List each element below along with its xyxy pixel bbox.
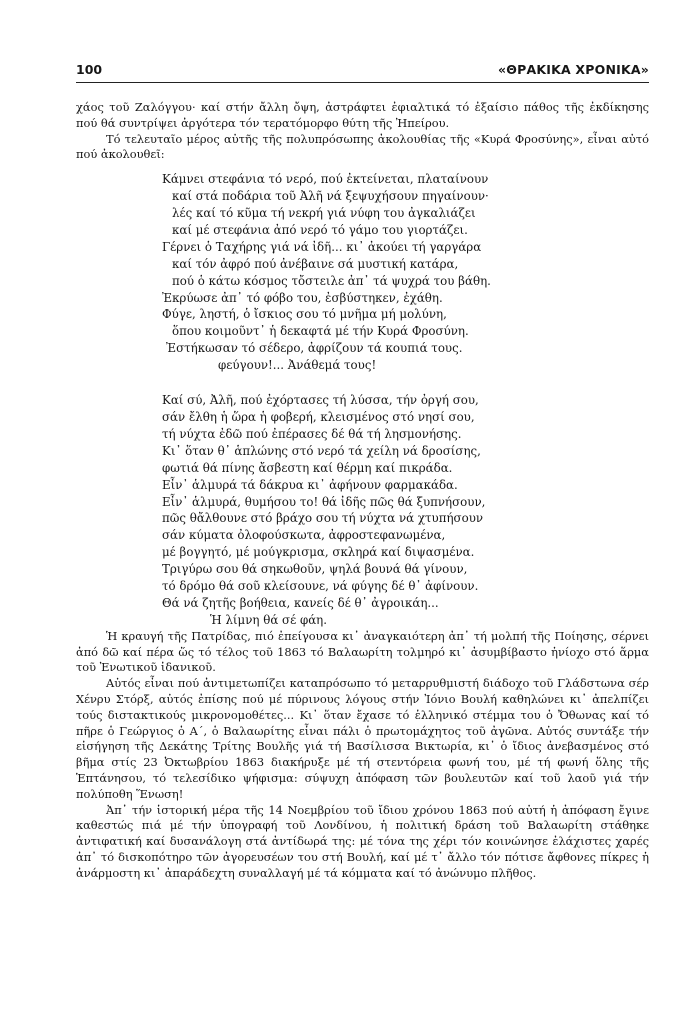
- page-number: 100: [76, 62, 103, 77]
- poem-line: Κι᾽ ὅταν θ᾽ ἁπλώνης στό νερό τά χείλη νά δροσίσης,: [162, 443, 481, 458]
- running-title: «ΘΡΑΚΙΚΑ ΧΡΟΝΙΚΑ»: [498, 62, 649, 77]
- poem-line: τή νύχτα ἐδῶ πού ἐπέρασες δέ θά τή λησμονήσης.: [162, 426, 462, 441]
- poem-line: Ἐστήκωσαν τό σέδερο, ἀφρίζουν τά κουπιά τους.: [166, 341, 463, 356]
- poem-line: πῶς θἄλθουνε στό βράχο σου τή νύχτα νά χτυπήσουν: [162, 511, 484, 526]
- page-header: [76, 60, 649, 83]
- poem-line: σάν κύματα ὀλοφούσκωτα, ἀφροστεφανωμένα,: [162, 528, 446, 543]
- poem-line: Εἶν᾽ ἁλμυρά, θυμήσου το! θά ἰδῆς πῶς θά ξυπνήσουν,: [162, 494, 486, 509]
- poem-line: μέ βογγητό, μέ μούγκρισμα, σκληρά καί διψασμένα.: [162, 545, 475, 560]
- poem-line: λές καί τό κῦμα τή νεκρή γιά νύφη του ἀγκαλιάζει: [172, 206, 476, 220]
- poem-line: σάν ἔλθη ἡ ὥρα ἡ φοβερή, κλεισμένος στό νησί σου,: [162, 409, 475, 424]
- closing-paragraph-2: Αὐτός εἶναι πού ἀντιμετωπίζει καταπρόσωπο τό μεταρρυθμιστή διάδοχο τοῦ Γλάδστωνα σέρ Χένρυ Στόρξ, αὐτός ἐπίσης πού μέ πύρινους λόγους στήν Ἰόνιο Βουλή καθηλώνει κι᾽ ἀπελπίζει τούς διστακτικούς μικρονομοθέτες... Κι᾽ ὅταν ἔχασε τό ἑλληνικό στέμμα του ὁ Ὄθωνας καί τό πῆρε ὁ Γεώργιος ὁ Α΄, ὁ Βαλαωρίτης εἶναι πάλι ὁ πρωτομάχητος τοῦ ἀγῶνα. Αὐτός συντάξε τήν εἰσήγηση τῆς Δεκάτης Τρίτης Βουλῆς γιά τή Βασίλισσα Βικτωρία, κι᾽ ὁ ἴδιος ἀνεβασμένος στό βῆμα στίς 23 Ὀκτωβρίου 1863 διακήρυξε μέ τή στεντόρεια φωνή του, μέ τή φωνή ὅλης τῆς Ἑπτάνησου, τό τελεσίδικο ψήφισμα: σύψυχη ἀπόφαση τῶν βουλευτῶν καί τοῦ λαοῦ γιά τήν πολύποθη Ἕνωση!: [76, 676, 649, 801]
- poem-line: Εἶν᾽ ἁλμυρά τά δάκρυα κι᾽ ἀφήνουν φαρμακάδα.: [162, 477, 458, 492]
- poem-line: Φύγε, ληστή, ὁ ἴσκιος σου τό μνῆμα μή μολύνη,: [162, 307, 447, 322]
- poem-stanza-1: [162, 171, 649, 629]
- page-body: [76, 100, 649, 882]
- poem-line: καί μέ στεφάνια ἀπό νερό τό γάμο του γιορτάζει.: [172, 222, 468, 237]
- stanza-gap: [162, 374, 649, 392]
- poem-line: Ἡ λίμνη θά σέ φάη.: [210, 612, 327, 627]
- poem-line: Θά νά ζητῆς βοήθεια, κανείς δέ θ᾽ ἀγροικάη...: [162, 595, 439, 610]
- poem-line: καί τόν ἀφρό πού ἀνέβαινε σά μυστική κατάρα,: [172, 256, 459, 271]
- poem-line: πού ὁ κάτω κόσμος τὄστειλε ἀπ᾽ τά ψυχρά του βάθη.: [172, 273, 491, 288]
- poem-line: φεύγουν!... Ἀνάθεμά τους!: [218, 358, 377, 373]
- poem-line: Ἐκρύωσε ἀπ᾽ τό φόβο του, ἐσβύστηκεν, ἐχάθη.: [162, 290, 443, 305]
- closing-paragraph-3: Ἀπ᾽ τήν ἱστορική μέρα τῆς 14 Νοεμβρίου τοῦ ἴδιου χρόνου 1863 πού αὐτή ἡ ἀπόφαση ἔγινε καθεστώς πιά μέ τήν ὑπογραφή τοῦ Λονδίνου, ἡ πολιτική δράση τοῦ Βαλαωρίτη στάθηκε ἀντιφατική καί δυσανάλογη στά ἀντίδωρά της: μέ τόνα της χέρι τόν κοινώνησε ἐλάχιστες χαρές ἀπ᾽ τό δισκοπότηρο τῶν ἀγορευσέων του στή Βουλή, καί μέ τ᾽ ἄλλο τόν πότισε ἄφθονες πίκρες ἡ ἀνάρμοστη κι᾽ ἀπαράδεχτη συναλλαγή μέ τά κόμματα καί τό ἀνώνυμο πλῆθος.: [76, 802, 649, 880]
- intro-paragraph-1: χάος τοῦ Ζαλόγγου· καί στήν ἄλλη ὄψη, ἀστράφτει ἐφιαλτικά τό ἐξαίσιο πάθος τῆς ἐκδίκησης πού θά συντρίψει ἀργότερα τόν τερατόμορφο θύτη τῆς Ἠπείρου.: [76, 100, 649, 130]
- closing-paragraph-1: Ἡ κραυγή τῆς Πατρίδας, πιό ἐπείγουσα κι᾽ ἀναγκαιότερη ἀπ᾽ τή μολπή τῆς Ποίησης, σέρνει ἀπό δῶ καί πέρα ὥς τό τέλος τοῦ 1863 τό Βαλαωρίτη τολμηρό κι᾽ ἀσυμβίβαστο ἡνίοχο στό ἅρμα τοῦ Ἐνωτικοῦ ἰδανικοῦ.: [76, 628, 649, 675]
- poem-line: φωτιά θά πίνης ἄσβεστη καί θέρμη καί πικράδα.: [162, 460, 453, 475]
- poem-line: ὅπου κοιμοῦντ᾽ ἡ δεκαφτά μέ τήν Κυρά Φροσύνη.: [172, 324, 469, 339]
- poem-line: Κάμνει στεφάνια τό νερό, πού ἐκτείνεται, πλαταίνουν: [162, 172, 489, 187]
- poem-line: Γέρνει ὁ Ταχήρης γιά νά ἰδῆ... κι᾽ ἀκούει τή γαργάρα: [162, 239, 482, 254]
- intro-paragraph-2: Τό τελευταῖο μέρος αὐτῆς τῆς πολυπρόσωπης ἀκολουθίας τῆς «Κυρά Φροσύνης», εἶναι αὐτό πού ἀκολουθεῖ:: [76, 131, 649, 162]
- poem-line: τό δρόμο θά σοῦ κλείσουνε, νά φύγης δέ θ᾽ ἀφίνουν.: [162, 579, 479, 594]
- poem-line: Καί σύ, Ἀλῆ, πού ἐχόρτασες τή λύσσα, τήν ὀργή σου,: [162, 393, 479, 408]
- poem-line: Τριγύρω σου θά σηκωθοῦν, ψηλά βουνά θά γίνουν,: [162, 562, 468, 577]
- poem-line: καί στά ποδάρια τοῦ Ἀλῆ νά ξεψυχήσουν πηγαίνουν·: [172, 189, 489, 204]
